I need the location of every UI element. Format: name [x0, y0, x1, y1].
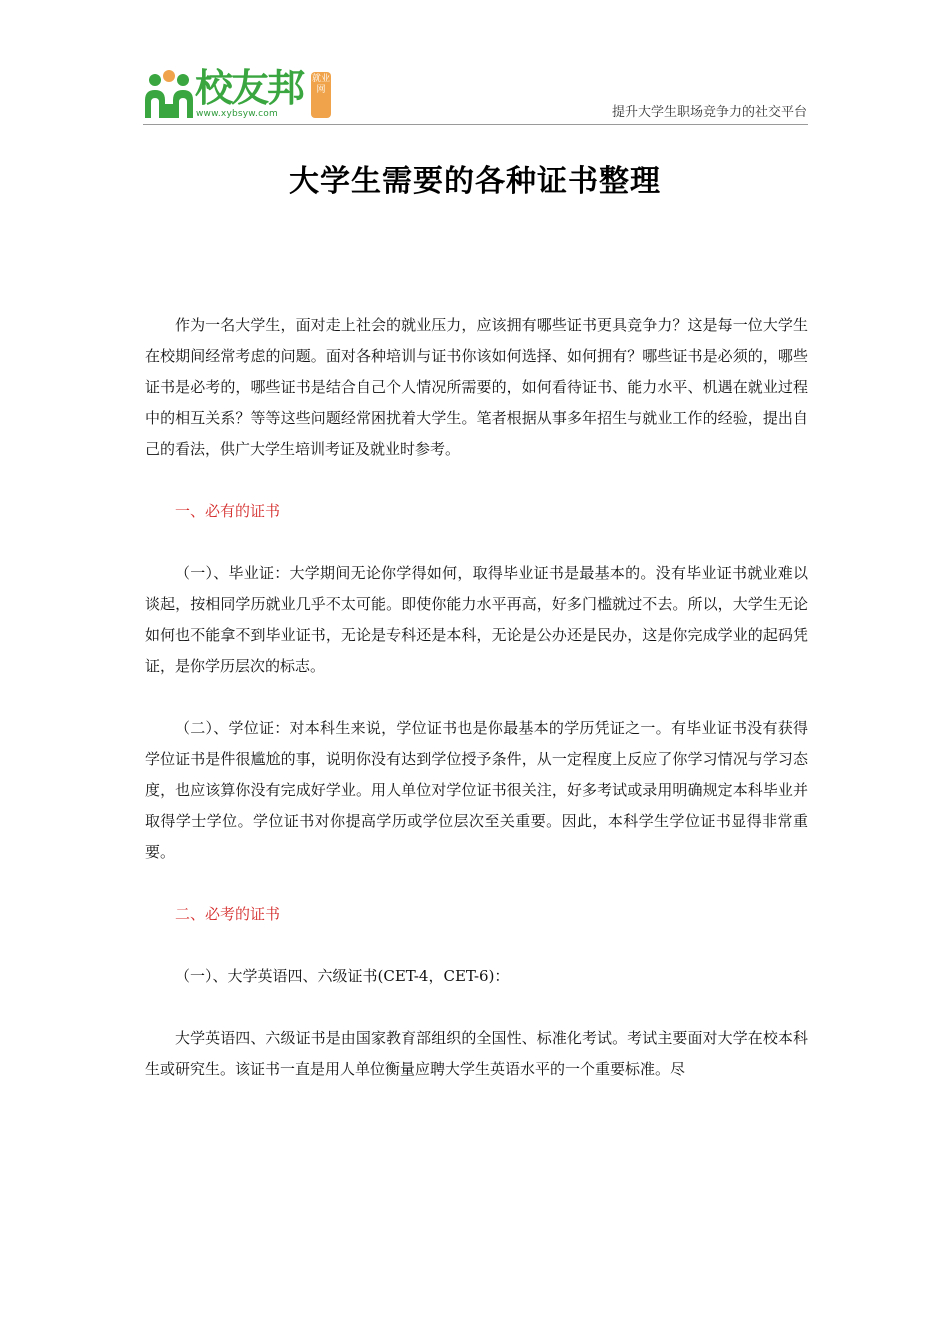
- header-slogan: 提升大学生职场竞争力的社交平台: [611, 105, 807, 120]
- intro-paragraph: 作为一名大学生，面对走上社会的就业压力，应该拥有哪些证书更具竞争力？这是每一位大学生在校期间经常考虑的问题。面对各种培训与证书你该如何选择、如何拥有？哪些证书是必须的，哪些证书是必考的，哪些证书是结合自己个人情况所需要的，如何看待证书、能力水平、机遇在就业过程中的相互关系？等等这些问题经常困扰着大学生。笔者根据从事多年招生与就业工作的经验，提出自己的看法，供广大学生培训考证及就业时参考。: [145, 316, 808, 458]
- people-icon: [143, 68, 195, 120]
- xiaoyoubang-logo: [143, 68, 333, 126]
- paragraph-cet: 大学英语四、六级证书是由国家教育部组织的全国性、标准化考试。考试主要面对大学在校本科生或研究生。该证书一直是用人单位衡量应聘大学生英语水平的一个重要标准。尽: [145, 1029, 808, 1078]
- logo-wordmark: 校友邦: [195, 66, 304, 110]
- section-heading-must-exam: 二、必考的证书: [175, 905, 281, 923]
- document-title: 大学生需要的各种证书整理: [289, 164, 661, 199]
- logo-url: www.xybsyw.com: [196, 109, 278, 119]
- subheading-cet: （一）、大学英语四、六级证书(CET-4，CET-6)：: [175, 967, 510, 985]
- page-header: [0, 0, 950, 130]
- header-divider: [143, 124, 808, 125]
- section-heading-required: 一、必有的证书: [175, 502, 281, 520]
- logo-badge: 就业网: [311, 72, 331, 118]
- paragraph-graduation-certificate: （一）、毕业证：大学期间无论你学得如何，取得毕业证书是最基本的。没有毕业证书就业难以谈起，按相同学历就业几乎不太可能。即使你能力水平再高，好多门槛就过不去。所以，大学生无论如何也不能拿不到毕业证书，无论是专科还是本科，无论是公办还是民办，这是你完成学业的起码凭证，是你学历层次的标志。: [145, 564, 808, 675]
- paragraph-degree-certificate: （二）、学位证：对本科生来说，学位证书也是你最基本的学历凭证之一。有毕业证书没有获得学位证书是件很尴尬的事，说明你没有达到学位授予条件，从一定程度上反应了你学习情况与学习态度，也应该算你没有完成好学业。用人单位对学位证书很关注，好多考试或录用明确规定本科毕业并取得学士学位。学位证书对你提高学历或学位层次至关重要。因此，本科学生学位证书显得非常重要。: [145, 719, 808, 861]
- document-body: [145, 310, 808, 1085]
